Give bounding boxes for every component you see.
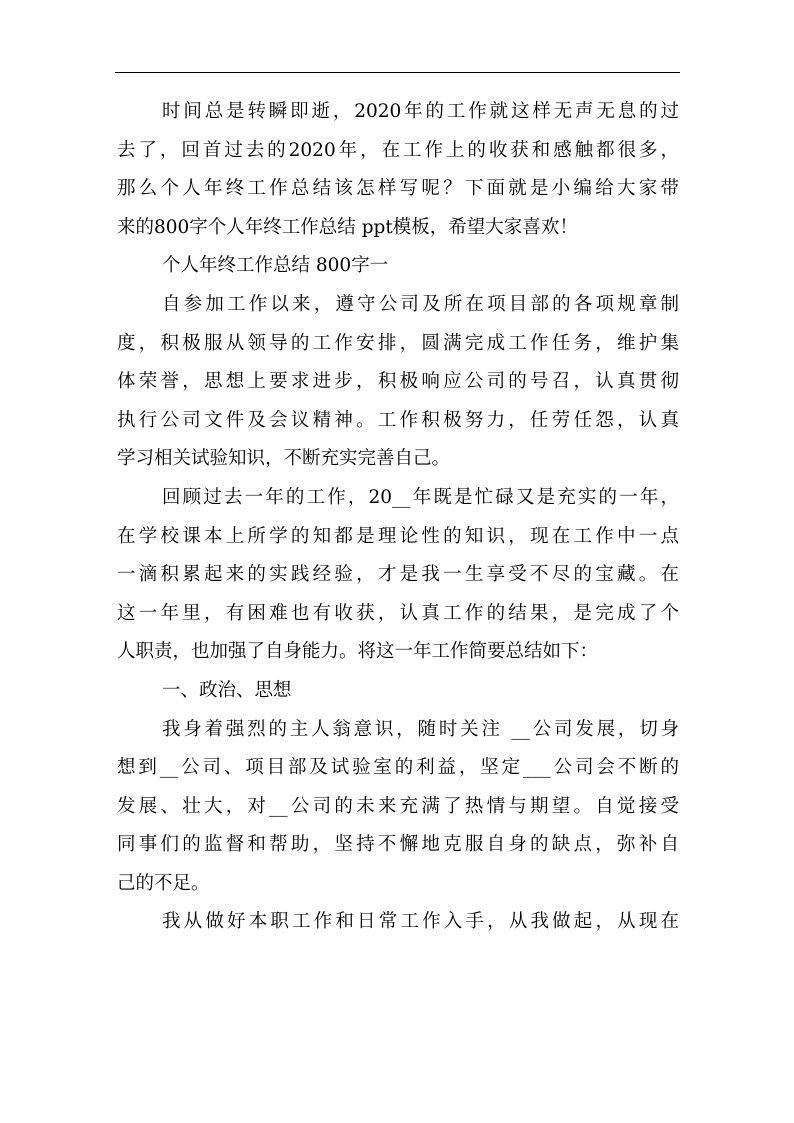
text-line: 己的不足。 (117, 872, 210, 894)
paragraph (117, 711, 679, 904)
text-line: 来的800字个人年终工作总结 ppt模板，希望大家喜欢！ (117, 216, 578, 238)
paragraph-intro (117, 93, 679, 247)
text-line: 学习相关试验知识，不断充实完善自己。 (117, 448, 451, 470)
text-line: 个人年终工作总结 800字一 (162, 255, 389, 277)
text-line: 发展、壮大，对__公司的未来充满了热情与期望。自觉接受 (117, 795, 679, 817)
text-line: 体荣誉，思想上要求进步，积极响应公司的号召，认真贯彻 (117, 371, 679, 393)
paragraph (117, 286, 679, 479)
text-line: 度，积极服从领导的工作安排，圆满完成工作任务，维护集 (117, 332, 679, 354)
text-line: 那么个人年终工作总结该怎样写呢？下面就是小编给大家带 (117, 178, 679, 200)
text-line: 执行公司文件及会议精神。工作积极努力，任劳任怨，认真 (117, 409, 679, 431)
text-line: 这一年里，有困难也有收获，认真工作的结果，是完成了个 (117, 602, 679, 624)
text-line: 回顾过去一年的工作，20__年既是忙碌又是充实的一年， (162, 486, 679, 508)
paragraph (117, 479, 679, 672)
text-line: 想到__公司、项目部及试验室的利益，坚定___公司会不断的 (117, 757, 679, 779)
section-title (117, 247, 679, 286)
text-line: 人职责，也加强了自身能力。将这一年工作简要总结如下： (117, 641, 599, 663)
section-heading (117, 672, 679, 711)
text-line: 我从做好本职工作和日常工作入手，从我做起，从现在 (162, 911, 679, 933)
text-line: 在学校课本上所学的知都是理论性的知识，现在工作中一点 (117, 525, 679, 547)
header-rule (115, 72, 680, 73)
text-line: 同事们的监督和帮助，坚持不懈地克服自身的缺点，弥补自 (117, 834, 679, 856)
text-line: 一、政治、思想 (162, 679, 292, 701)
document-body (117, 93, 679, 942)
paragraph (117, 903, 679, 942)
text-line: 一滴积累起来的实践经验，才是我一生享受不尽的宝藏。在 (117, 564, 679, 586)
text-line: 自参加工作以来，遵守公司及所在项目部的各项规章制 (162, 293, 679, 315)
text-line: 我身着强烈的主人翁意识，随时关注 __公司发展，切身 (162, 718, 679, 740)
text-line: 时间总是转瞬即逝，2020年的工作就这样无声无息的过 (162, 101, 679, 122)
text-line: 去了，回首过去的2020年，在工作上的收获和感触都很多， (117, 139, 679, 161)
